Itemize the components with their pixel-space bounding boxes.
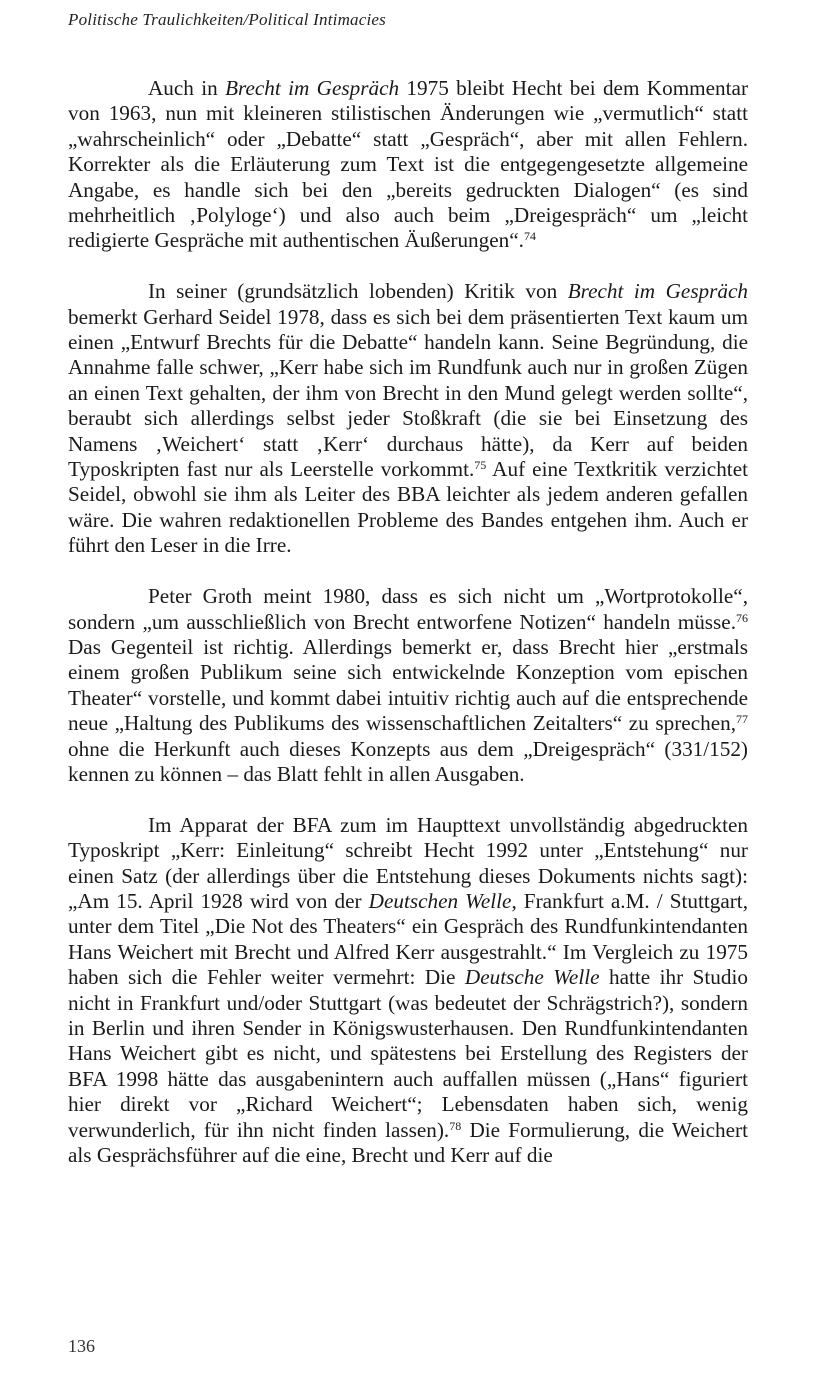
text-run: Auf eine Textkritik verzichtet Seidel, obwohl sie ihm als Leiter des BBA leichter als jedem anderen gefallen wäre. Die wahren redaktionellen Probleme des Bandes entgehen ihm. Auch er führt den Leser in die Irre. (68, 457, 748, 558)
running-head: Politische Traulichkeiten/Political Intimacies (68, 10, 386, 29)
paragraph-3 (68, 584, 748, 787)
footnote-ref: 78 (449, 1118, 462, 1133)
paragraph-1 (68, 76, 748, 254)
text-run: Das Gegenteil ist richtig. Allerdings bemerkt er, dass Brecht hier „erstmals einem großen Publikum seine sich entwickelnde Konzeption vom epischen Theater“ vorstelle, und kommt dabei intuitiv richtig auch auf die entsprechende neue „Haltung des Publikums des wissenschaftlichen Zeitalters“ zu sprechen, (68, 634, 748, 736)
text-run: hatte ihr Studio nicht in Frankfurt und/oder Stuttgart (was bedeutet der Schrägstrich?), sondern in Berlin und ihren Sender in Königswusterhausen. Den Rundfunkintendanten Hans Weichert gibt es nicht, und spätestens bei Erstellung des Registers der BFA 1998 hätte das ausgabenintern auch auffallen müssen („Hans“ figuriert hier direkt vor „Richard Weichert“; Lebensdaten haben sich, wenig verwunderlich, für ihn nicht finden lassen). (68, 965, 748, 1142)
text-run: Die Formulierung, die Weichert als Gesprächsführer auf die eine, Brecht und Kerr auf die (68, 1117, 748, 1168)
broadcaster-name: Deutschen Welle (368, 888, 512, 913)
text-run: In seiner (grundsätzlich lobenden) Kritik von (148, 279, 568, 304)
footnote-ref: 76 (736, 610, 748, 625)
page-number: 136 (68, 1336, 95, 1356)
paragraph-4 (68, 813, 748, 1169)
text-run: 1975 bleibt Hecht bei dem Kommentar von 1963, nun mit kleineren stilistischen Änderungen wie „vermutlich“ statt „wahrscheinlich“ oder „Debatte“ statt „Gespräch“, aber mit allen Fehlern. Korrekter als die Erläuterung zum Text ist die entgegengesetzte allgemeine Angabe, es handle sich bei den „bereits gedruckten Dialogen“ (es sind mehrheitlich ‚Polyloge‘) und also auch beim „Dreigespräch“ um „leicht redigierte Gespräche mit authentischen Äußerungen“. (68, 76, 749, 253)
text-run: Auch in (148, 76, 226, 100)
text-run: bemerkt Gerhard Seidel 1978, dass es sich bei dem präsentierten Text kaum um einen „Entwurf Brechts für die Debatte“ handeln kann. Seine Begründung, die Annahme falle schwer, „Kerr habe sich im Rundfunk auch nur in großen Zügen an einen Text gehalten, der ihm von Brecht in den Mund gelegt werden sollte“, beraubt sich allerdings selbst jeder Stoßkraft (die sie bei Einsetzung des Namens ‚Weichert‘ statt ‚Kerr‘ durchaus hätte), da Kerr auf beiden Typoskripten fast nur als Leerstelle vorkommt. (68, 304, 748, 482)
body-text (68, 76, 748, 1168)
book-title: Brecht im Gespräch (567, 279, 748, 304)
footnote-ref: 77 (736, 712, 748, 727)
text-run: , Frankfurt a.M. / Stuttgart, unter dem Titel „Die Not des Theaters“ ein Gespräch des Rundfunkintendanten Hans Weichert mit Brecht und Alfred Kerr ausgestrahlt.“ Im Vergleich zu 1975 haben sich die Fehler weiter vermehrt: Die (68, 888, 748, 990)
book-title: Brecht im Gespräch (225, 76, 400, 100)
paragraph-2 (68, 279, 748, 558)
footnote-ref: 74 (523, 229, 536, 244)
text-run: ohne die Herkunft auch dieses Konzepts aus dem „Dreigespräch“ (331/152) kennen zu können – das Blatt fehlt in allen Ausgaben. (68, 736, 748, 786)
text-run: Peter Groth meint 1980, dass es sich nicht um „Wortprotokolle“, sondern „um ausschließlich von Brecht entworfene Notizen“ handeln müsse. (68, 584, 748, 634)
footnote-ref: 75 (474, 458, 487, 473)
text-run: Im Apparat der BFA zum im Haupttext unvollständig abgedruckten Typoskript „Kerr: Einleitung“ schreibt Hecht 1992 unter „Entstehung“ nur einen Satz (der allerdings über die Entstehung dieses Dokuments nichts sagt): „Am 15. April 1928 wird von der (68, 812, 748, 913)
broadcaster-name: Deutsche Welle (464, 965, 600, 990)
